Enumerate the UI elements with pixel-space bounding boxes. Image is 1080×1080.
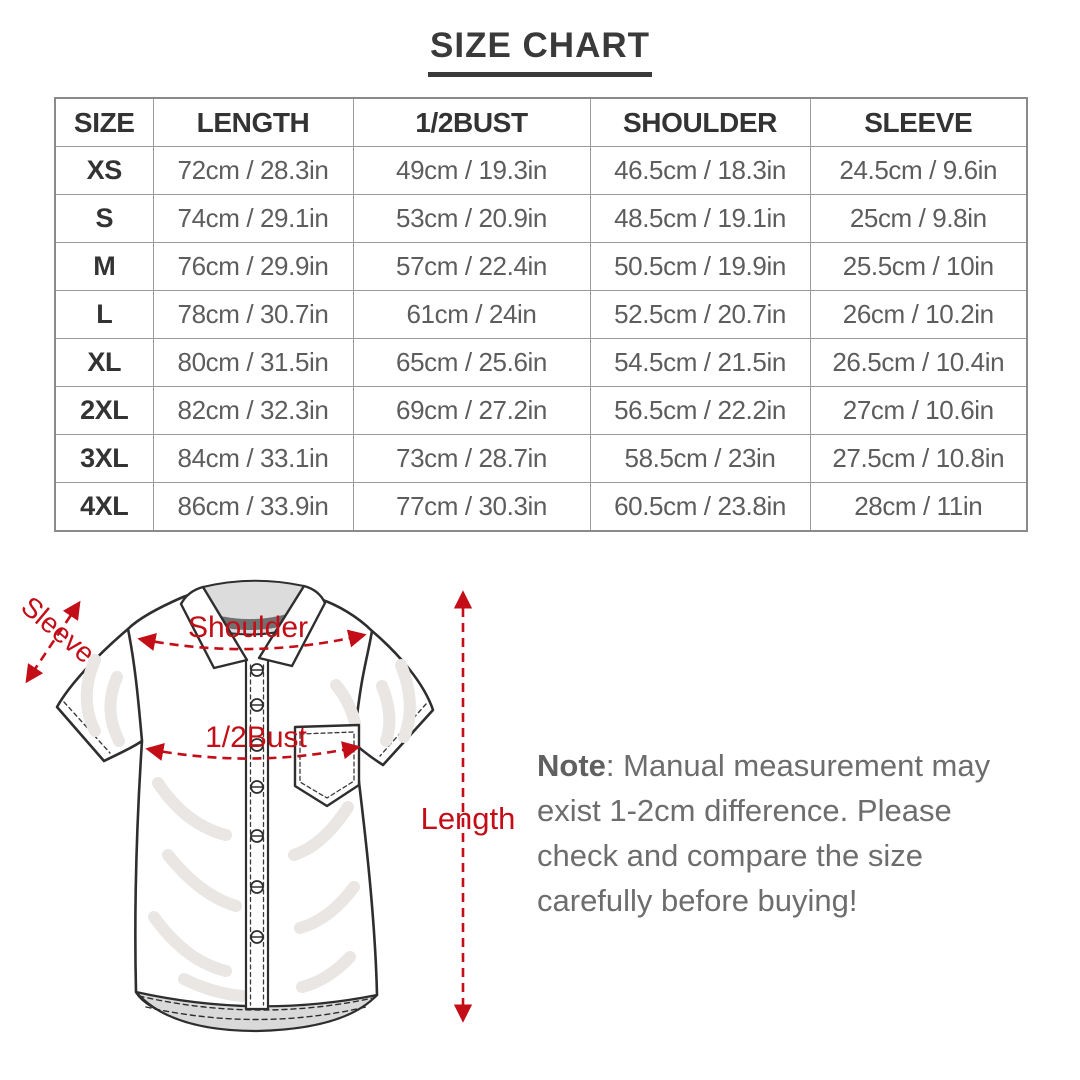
table-header-row — [55, 98, 1027, 147]
shoulder-cell: 56.5cm / 22.2in — [590, 387, 810, 435]
length-cell: 74cm / 29.1in — [153, 195, 353, 243]
half-bust-cell: 65cm / 25.6in — [353, 339, 590, 387]
shoulder-cell: 58.5cm / 23in — [590, 435, 810, 483]
measurement-diagram — [0, 555, 540, 1080]
sleeve-cell: 27cm / 10.6in — [810, 387, 1027, 435]
header-sleeve: SLEEVE — [810, 98, 1027, 147]
half-bust-cell: 57cm / 22.4in — [353, 243, 590, 291]
length-cell: 86cm / 33.9in — [153, 483, 353, 532]
shoulder-label: Shoulder — [187, 611, 309, 644]
length-cell: 76cm / 29.9in — [153, 243, 353, 291]
sleeve-cell: 24.5cm / 9.6in — [810, 147, 1027, 195]
sleeve-cell: 25cm / 9.8in — [810, 195, 1027, 243]
table-row — [55, 195, 1027, 243]
table-row — [55, 387, 1027, 435]
shoulder-cell: 60.5cm / 23.8in — [590, 483, 810, 532]
button — [251, 699, 263, 711]
shoulder-cell: 46.5cm / 18.3in — [590, 147, 810, 195]
sleeve-label: Sleeve — [15, 590, 101, 670]
size-cell: 4XL — [55, 483, 153, 532]
button — [251, 830, 263, 842]
length-cell: 84cm / 33.1in — [153, 435, 353, 483]
length-cell: 72cm / 28.3in — [153, 147, 353, 195]
header-shoulder: SHOULDER — [590, 98, 810, 147]
size-cell: XL — [55, 339, 153, 387]
half-bust-cell: 77cm / 30.3in — [353, 483, 590, 532]
length-cell: 82cm / 32.3in — [153, 387, 353, 435]
button — [251, 881, 263, 893]
table-row — [55, 243, 1027, 291]
half-bust-cell: 69cm / 27.2in — [353, 387, 590, 435]
half-bust-cell: 61cm / 24in — [353, 291, 590, 339]
length-label: Length — [420, 801, 516, 836]
shoulder-cell: 48.5cm / 19.1in — [590, 195, 810, 243]
size-cell: 3XL — [55, 435, 153, 483]
sleeve-cell: 26.5cm / 10.4in — [810, 339, 1027, 387]
shoulder-cell: 54.5cm / 21.5in — [590, 339, 810, 387]
half-bust-cell: 49cm / 19.3in — [353, 147, 590, 195]
table-row — [55, 147, 1027, 195]
page-title: SIZE CHART — [428, 26, 652, 77]
note-body: : Manual measurement may exist 1-2cm difference. Please check and compare the size carefully before buying! — [537, 748, 991, 918]
half-bust-cell: 73cm / 28.7in — [353, 435, 590, 483]
table-row — [55, 291, 1027, 339]
shoulder-cell: 52.5cm / 20.7in — [590, 291, 810, 339]
size-cell: XS — [55, 147, 153, 195]
size-cell: L — [55, 291, 153, 339]
half-bust-cell: 53cm / 20.9in — [353, 195, 590, 243]
size-table — [54, 97, 1028, 532]
table-row — [55, 483, 1027, 532]
half-bust-label: 1/2Bust — [205, 721, 307, 754]
shirt-diagram-svg — [0, 555, 540, 1080]
button — [251, 781, 263, 793]
button — [251, 931, 263, 943]
note-label: Note — [537, 748, 606, 783]
sleeve-cell: 28cm / 11in — [810, 483, 1027, 532]
size-cell: 2XL — [55, 387, 153, 435]
sleeve-cell: 25.5cm / 10in — [810, 243, 1027, 291]
header-length: LENGTH — [153, 98, 353, 147]
sleeve-cell: 27.5cm / 10.8in — [810, 435, 1027, 483]
button — [251, 664, 263, 676]
header-half-bust: 1/2BUST — [353, 98, 590, 147]
size-cell: S — [55, 195, 153, 243]
measurement-note — [537, 743, 1023, 923]
table-row — [55, 435, 1027, 483]
page-title-row — [0, 26, 1080, 77]
header-size: SIZE — [55, 98, 153, 147]
table-row — [55, 339, 1027, 387]
size-cell: M — [55, 243, 153, 291]
length-cell: 80cm / 31.5in — [153, 339, 353, 387]
length-cell: 78cm / 30.7in — [153, 291, 353, 339]
shoulder-cell: 50.5cm / 19.9in — [590, 243, 810, 291]
sleeve-cell: 26cm / 10.2in — [810, 291, 1027, 339]
